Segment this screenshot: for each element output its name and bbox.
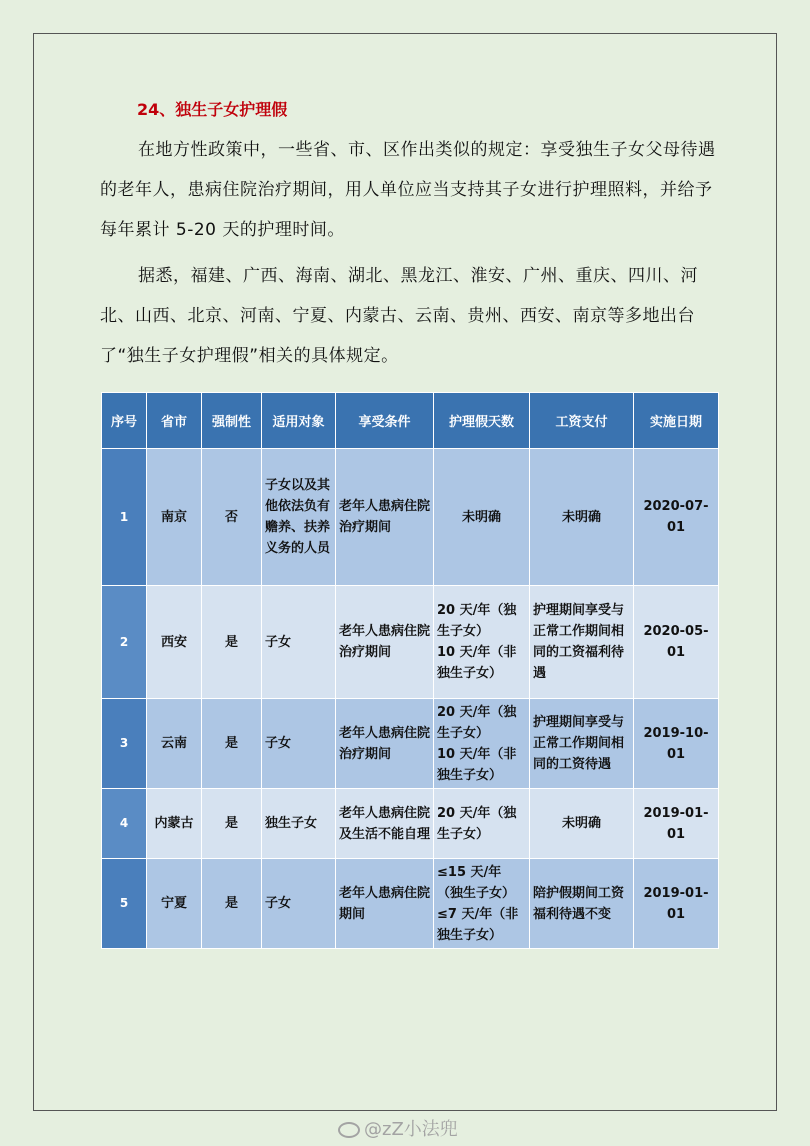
table-cell: 是 [202,586,262,699]
table-cell: 老年人患病住院治疗期间 [336,699,434,789]
watermark [338,1115,458,1141]
table-cell: 2 [102,586,147,699]
table-cell: 2019-10-01 [634,699,719,789]
table-cell: 未明确 [530,449,634,586]
weibo-icon [338,1122,360,1138]
table-cell: 5 [102,859,147,949]
header-cell: 强制性 [202,393,262,449]
table-row [102,586,719,699]
header-cell: 工资支付 [530,393,634,449]
header-cell: 序号 [102,393,147,449]
policy-table [101,392,719,949]
header-cell: 享受条件 [336,393,434,449]
table-cell: 子女 [262,859,336,949]
table-cell: 老年人患病住院治疗期间 [336,586,434,699]
table-cell: 宁夏 [147,859,202,949]
table-cell: 子女 [262,586,336,699]
paragraph-2-text: 据悉，福建、广西、海南、湖北、黑龙江、淮安、广州、重庆、四川、河北、山西、北京、河南、宁夏、内蒙古、云南、贵州、西安、南京等多地出台了“独生子女护理假”相关的具体规定。 [100,266,698,366]
header-cell: 实施日期 [634,393,719,449]
table-cell: 老年人患病住院治疗期间 [336,449,434,586]
table-header-row [102,393,719,449]
watermark-text: @zZ小法兜 [364,1119,458,1140]
table-cell: 3 [102,699,147,789]
table-row [102,789,719,859]
section-heading: 24、独生子女护理假 [137,100,288,119]
table-cell: 云南 [147,699,202,789]
table-cell: 20 天/年（独生子女） 10 天/年（非独生子女） [434,699,530,789]
table-cell: 2019-01-01 [634,859,719,949]
table-cell: 西安 [147,586,202,699]
table-cell: 南京 [147,449,202,586]
table-row [102,449,719,586]
table-cell: 2019-01-01 [634,789,719,859]
table-cell: 2020-07-01 [634,449,719,586]
table-cell: 是 [202,699,262,789]
table-cell: 1 [102,449,147,586]
paragraph-1 [100,130,720,250]
header-cell: 护理假天数 [434,393,530,449]
table-cell: 是 [202,859,262,949]
header-cell: 适用对象 [262,393,336,449]
header-cell: 省市 [147,393,202,449]
table-row [102,699,719,789]
table-cell: 护理期间享受与正常工作期间相同的工资待遇 [530,699,634,789]
table-cell: 未明确 [530,789,634,859]
table-cell: 护理期间享受与正常工作期间相同的工资福利待遇 [530,586,634,699]
table-cell: 20 天/年（独生子女） 10 天/年（非独生子女） [434,586,530,699]
table-cell: 独生子女 [262,789,336,859]
table-cell: 子女 [262,699,336,789]
table-cell: 4 [102,789,147,859]
table-cell: 否 [202,449,262,586]
table-cell: 老年人患病住院及生活不能自理 [336,789,434,859]
table-row [102,859,719,949]
table-cell: ≤15 天/年（独生子女）≤7 天/年（非独生子女） [434,859,530,949]
table-cell: 老年人患病住院期间 [336,859,434,949]
paragraph-2 [100,256,720,376]
table-cell: 2020-05-01 [634,586,719,699]
paragraph-1-text: 在地方性政策中，一些省、市、区作出类似的规定：享受独生子女父母待遇的老年人，患病住院治疗期间，用人单位应当支持其子女进行护理照料，并给予每年累计 5-20 天的护理时间。 [100,140,716,240]
table-cell: 内蒙古 [147,789,202,859]
table-cell: 子女以及其他依法负有赡养、扶养义务的人员 [262,449,336,586]
table-cell: 未明确 [434,449,530,586]
table-cell: 20 天/年（独生子女） [434,789,530,859]
table-cell: 是 [202,789,262,859]
table-cell: 陪护假期间工资福利待遇不变 [530,859,634,949]
